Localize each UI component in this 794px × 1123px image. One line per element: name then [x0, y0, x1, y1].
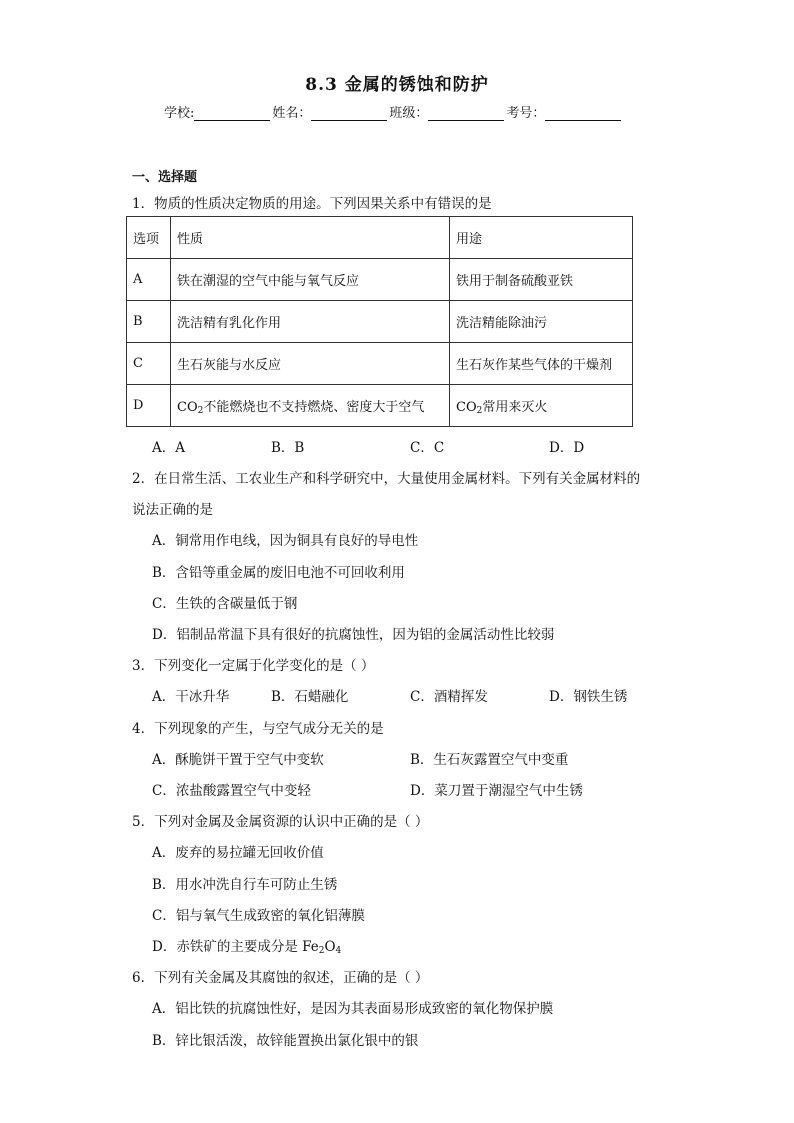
- question-3-stem: 3．下列变化一定属于化学变化的是（ ）: [132, 658, 375, 674]
- name-label: 姓名：: [272, 106, 312, 121]
- table-cell-option: D: [127, 385, 171, 427]
- table-row: [127, 259, 633, 301]
- question-1-table: [126, 216, 633, 427]
- table-header-row: [127, 217, 633, 259]
- question-1-stem: 1．物质的性质决定物质的用途。下列因果关系中有错误的是: [132, 196, 492, 212]
- question-6-option-b[interactable]: B．锌比银活泼，故锌能置换出氯化银中的银: [152, 1033, 419, 1049]
- question-2-option-b[interactable]: B．含铅等重金属的废旧电池不可回收利用: [152, 565, 405, 581]
- table-cell-property: [171, 385, 450, 427]
- question-5-option-a[interactable]: A．废弃的易拉罐无回收价值: [152, 845, 324, 861]
- option-text: D．赤铁矿的主要成分是 Fe: [152, 939, 319, 955]
- subscript: 4: [335, 946, 342, 956]
- class-blank[interactable]: [428, 107, 504, 121]
- table-cell-property: 铁在潮湿的空气中能与氧气反应: [171, 259, 450, 301]
- property-text: 不能燃烧也不支持燃烧、密度大于空气: [203, 399, 425, 415]
- question-1-option-a[interactable]: A．A: [152, 440, 185, 456]
- table-row: [127, 301, 633, 343]
- question-4-option-b[interactable]: B．生石灰露置空气中变重: [410, 752, 569, 768]
- subscript: 2: [318, 946, 325, 956]
- table-cell-option: A: [127, 259, 171, 301]
- school-blank[interactable]: [194, 107, 270, 121]
- question-5-option-c[interactable]: C．铝与氧气生成致密的氧化铝薄膜: [152, 908, 365, 924]
- question-2-option-d[interactable]: D．铝制品常温下具有很好的抗腐蚀性，因为铝的金属活动性比较弱: [152, 627, 555, 643]
- table-cell-property: 洗洁精有乳化作用: [171, 301, 450, 343]
- table-cell-use: 生石灰作某些气体的干燥剂: [450, 343, 633, 385]
- question-3-option-c[interactable]: C．酒精挥发: [410, 689, 488, 705]
- name-blank[interactable]: [311, 107, 387, 121]
- question-4-option-a[interactable]: A．酥脆饼干置于空气中变软: [152, 752, 324, 768]
- formula-text: O: [324, 939, 336, 955]
- question-3-option-b[interactable]: B．石蜡融化: [271, 689, 349, 705]
- question-1-option-b[interactable]: B．B: [271, 440, 305, 456]
- student-info-line: [164, 102, 623, 121]
- question-4-option-d[interactable]: D．菜刀置于潮湿空气中生锈: [410, 783, 583, 799]
- use-text: 常用来灭火: [482, 399, 548, 415]
- question-3-option-d[interactable]: D．钢铁生锈: [549, 689, 628, 705]
- table-row: [127, 385, 633, 427]
- table-cell-option: C: [127, 343, 171, 385]
- subscript: 2: [476, 405, 483, 416]
- question-2-option-a[interactable]: A．铜常用作电线，因为铜具有良好的导电性: [152, 533, 419, 549]
- question-4-stem: 4．下列现象的产生，与空气成分无关的是: [132, 721, 384, 737]
- table-cell-use: 洗洁精能除油污: [450, 301, 633, 343]
- table-cell-option: B: [127, 301, 171, 343]
- section-title: 一、选择题: [132, 170, 198, 185]
- page-title: 8.3 金属的锈蚀和防护: [305, 75, 489, 95]
- table-header-cell: 选项: [127, 217, 171, 259]
- question-2-stem-line-2: 说法正确的是: [132, 502, 213, 518]
- table-cell-property: 生石灰能与水反应: [171, 343, 450, 385]
- table-header-cell: 用途: [450, 217, 633, 259]
- question-4-option-c[interactable]: C．浓盐酸露置空气中变轻: [152, 783, 311, 799]
- subscript: 2: [197, 405, 204, 416]
- exam-number-label: 考号：: [506, 106, 546, 121]
- question-1-option-c[interactable]: C．C: [410, 440, 445, 456]
- question-5-option-b[interactable]: B．用水冲洗自行车可防止生锈: [152, 877, 338, 893]
- question-2-option-c[interactable]: C．生铁的含碳量低于钢: [152, 596, 298, 612]
- table-cell-use: [450, 385, 633, 427]
- question-5-option-d[interactable]: [152, 935, 341, 956]
- question-3-option-a[interactable]: A．干冰升华: [152, 689, 230, 705]
- formula-text: CO: [177, 399, 198, 415]
- formula-text: CO: [456, 399, 477, 415]
- question-5-stem: 5．下列对金属及金属资源的认识中正确的是（ ）: [132, 814, 429, 830]
- table-cell-use: 铁用于制备硫酸亚铁: [450, 259, 633, 301]
- class-label: 班级：: [389, 106, 429, 121]
- question-6-stem: 6．下列有关金属及其腐蚀的叙述，正确的是（ ）: [132, 970, 429, 986]
- table-row: [127, 343, 633, 385]
- table-header-cell: 性质: [171, 217, 450, 259]
- school-label: 学校:: [164, 106, 195, 121]
- question-1-option-d[interactable]: D．D: [549, 440, 585, 456]
- question-6-option-a[interactable]: A．铝比铁的抗腐蚀性好，是因为其表面易形成致密的氧化物保护膜: [152, 1001, 554, 1017]
- exam-number-blank[interactable]: [545, 107, 621, 121]
- question-2-stem-line-1: 2．在日常生活、工农业生产和科学研究中，大量使用金属材料。下列有关金属材料的: [132, 471, 641, 487]
